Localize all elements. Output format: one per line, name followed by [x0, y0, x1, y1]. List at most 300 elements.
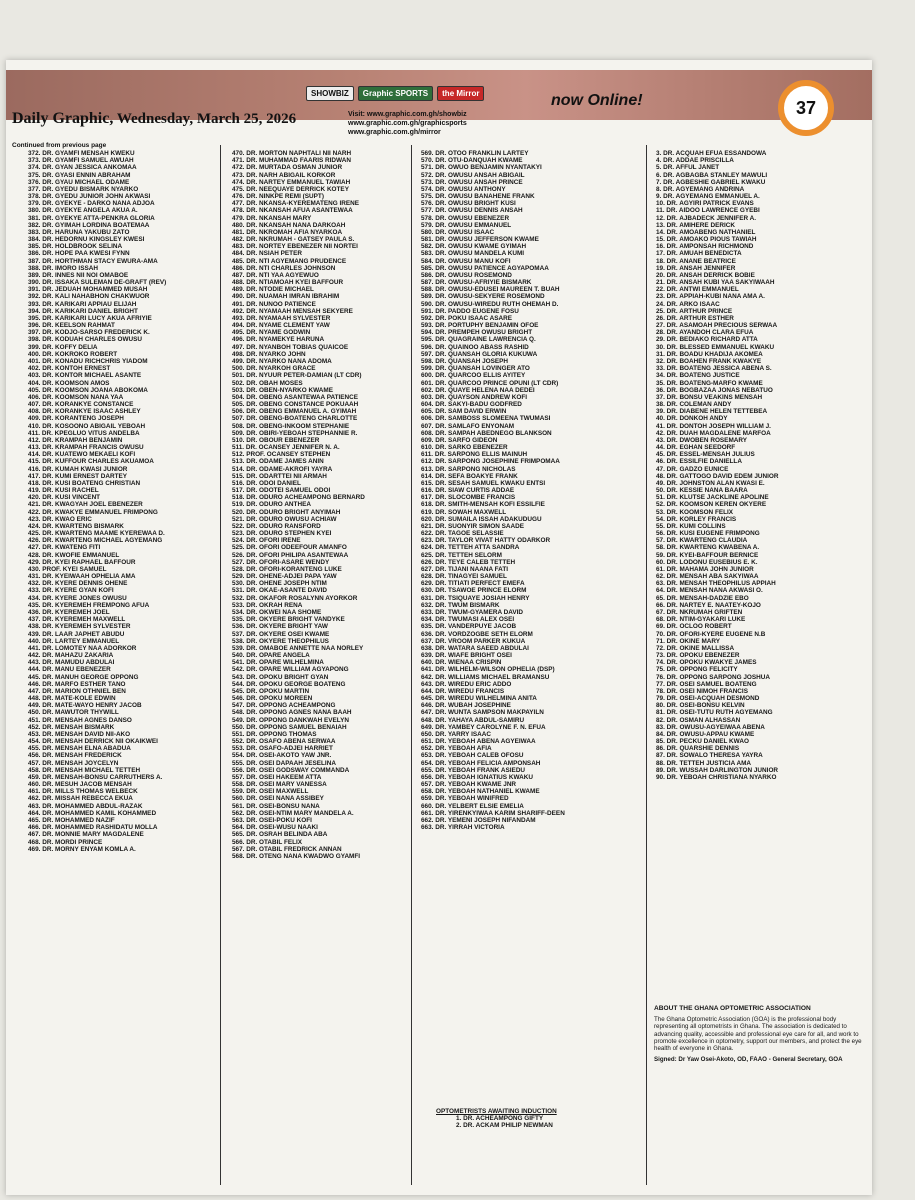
url-line[interactable]: Visit: www.graphic.com.gh/showbiz: [348, 111, 467, 118]
list-item: 641. DR. WILHELM-WILSON OPHELIA (DSP): [421, 666, 555, 674]
list-item: 473. DR. NARH ABIGAIL KORKOR: [232, 171, 336, 179]
list-item: 656. DR. YEBOAH IGNATIUS KWAKU: [421, 773, 533, 781]
list-item: 635. DR. VANDERPUYE JACOB: [421, 623, 517, 631]
sports-tab[interactable]: Graphic SPORTS: [358, 86, 433, 101]
list-item: 27. DR. ASAMOAH PRECIOUS SERWAA: [656, 322, 778, 330]
list-item: 395. DR. KARIKARI LUCY AKUA AFRIYIE: [28, 314, 152, 322]
list-item: 444. DR. MANU EBENEZER: [28, 666, 111, 674]
list-item: 384. DR. HEDORNU KINGSLEY KWESI: [28, 236, 145, 244]
about-section: [654, 1005, 866, 1067]
list-item: 559. DR. OSEI MAXWELL: [232, 788, 309, 796]
list-item: 597. DR. QUANSAH GLORIA KUKUWA: [421, 350, 538, 358]
list-item: 632. DR. TWUM BISMARK: [421, 601, 500, 609]
list-item: 467. DR. MONNIE MARY MAGDALENE: [28, 831, 144, 839]
list-item: 580. DR. OWUSU ISAAC: [421, 228, 495, 236]
list-item: 20. DR. ANSAH DERRICK BOBIE: [656, 271, 755, 279]
list-item: 14. DR. AMOABENG NATHANIEL: [656, 228, 756, 236]
list-item: 569. DR. OTOO FRANKLIN LARTEY: [421, 150, 529, 157]
list-item: 381. DR. GYEKYE ATTA-PENKRA GLORIA: [28, 214, 155, 222]
list-item: 374. DR. GYAN JESSICA ANKOMAA: [28, 164, 137, 172]
list-item: 640. DR. WIENAA CRISPIN: [421, 659, 502, 667]
list-item: 648. DR. YAHAYA ABDUL-SAMIRU: [421, 716, 525, 724]
list-item: 399. DR. KOFFY DELIA: [28, 343, 98, 351]
list-item: 376. DR. GYAU MICHAEL ODAME: [28, 178, 130, 186]
list-item: 614. DR. SEFA BOAKYE FRANK: [421, 472, 518, 480]
list-item: 570. DR. OTU-DANQUAH KWAME: [421, 157, 523, 165]
list-item: 16. DR. AMPONSAH RICHMOND: [656, 243, 754, 251]
list-item: 52. DR. KOOMSON KEREN OKYERE: [656, 501, 767, 509]
list-item: 8. DR. AGYEMANG ANDRINA: [656, 185, 745, 193]
list-item: 471. DR. MUHAMMAD FAARIS RIDWAN: [232, 157, 351, 165]
list-item: 59. DR. KYEI-BAFFOUR BERNICE: [656, 551, 759, 559]
list-item: 479. DR. NKANSAH MARY: [232, 214, 312, 222]
list-item: 602. DR. QUAYE HELENA NAA DEDEI: [421, 386, 535, 394]
list-item: 81. DR. OSEI-TUTU RUTH AGYEMANG: [656, 709, 773, 717]
list-item: 465. DR. MOHAMMED NAZIF: [28, 816, 115, 824]
list-item: 483. DR. NORTEY EBENEZER NII NORTEI: [232, 243, 358, 251]
list-item: 435. DR. KYEREMEH FREMPONG AFUA: [28, 601, 150, 609]
list-item: 511. DR. OCANSEY JENNIFER N. A.: [232, 444, 340, 452]
mirror-tab[interactable]: the Mirror: [437, 86, 484, 101]
list-item: 609. DR. SARFO GIDEON: [421, 436, 498, 444]
list-item: 578. DR. OWUSU EBENEZER: [421, 214, 510, 222]
list-item: 568. DR. OTENG NANA KWADWO GYAMFI: [232, 852, 361, 860]
list-item: 420. DR. KUSI VINCENT: [28, 494, 101, 502]
list-item: 423. DR. KWAO ERIC: [28, 515, 92, 523]
list-item: 583. DR. OWUSU MANDELA KUMI: [421, 250, 525, 258]
list-item: 566. DR. OTABIL FELIX: [232, 838, 303, 846]
list-item: 494. DR. NYAME CLEMENT YAW: [232, 322, 330, 330]
list-item: 523. DR. ODURO STEPHEN KYEI: [232, 530, 332, 538]
list-item: 643. DR. WIREDU ERIC ADDO: [421, 680, 512, 688]
list-item: 51. DR. KLUTSE JACKLINE APOLINE: [656, 494, 769, 502]
list-item: 410. DR. KOSOONO ABIGAIL YEBOAH: [28, 422, 146, 430]
list-item: 472. DR. MURTADA OSMAN JUNIOR: [232, 164, 343, 172]
list-item: 74. DR. OPOKU KWAKYE JAMES: [656, 659, 757, 667]
list-item: 70. DR. OFORI-KYERE EUGENE N.B: [656, 630, 766, 638]
list-item: 83. DR. OWUSU-AGYEIWAA ABENA: [656, 723, 765, 731]
list-item: 388. DR. IMORO ISSAH: [28, 264, 98, 272]
list-item: 391. DR. JEDUAH MOHAMMED MUSAH: [28, 286, 148, 294]
list-item: 644. DR. WIREDU FRANCIS: [421, 687, 505, 695]
list-item: 58. DR. KWARTENG KWABENA A.: [656, 544, 760, 552]
list-item: 437. DR. KYEREMEH MAXWELL: [28, 616, 126, 624]
list-item: 598. DR. QUANSAH JOSEPH: [421, 357, 509, 365]
list-item: 529. DR. OHENE-ADJEI PAPA YAW: [232, 573, 337, 581]
list-item: 372. DR. GYAMFI MENSAH KWEKU: [28, 150, 135, 157]
list-item: 432. DR. KYERE DENNIS OHENE: [28, 580, 128, 588]
list-item: 401. DR. KONADU RICHCHRIS YIADOM: [28, 357, 148, 365]
list-item: 405. DR. KOOMSON JOANA ABOKOMA: [28, 386, 148, 394]
list-item: 445. DR. MANUH GEORGE OPPONG: [28, 673, 139, 681]
list-item: 625. DR. TETTEH SELORM: [421, 551, 502, 559]
list-item: 538. DR. OKYERE THEOPHILUS: [232, 637, 329, 645]
awaiting-item: 2. DR. ACKAM PHILIP NEWMAN: [456, 1122, 553, 1130]
list-item: 377. DR. GYEDU BISMARK NYARKO: [28, 185, 139, 193]
list-item: 647. DR. WUNTA SAMPSON MAKPAYILN: [421, 709, 544, 717]
list-item: 520. DR. ODURO BRIGHT ANYIMAH: [232, 508, 341, 516]
list-item: 522. DR. ODURO RANSFORD: [232, 522, 321, 530]
list-item: 392. DR. KALI NAHABHON CHAKWUOR: [28, 293, 150, 301]
list-item: 38. DR. COLEMAN ANDY: [656, 401, 732, 409]
url-line[interactable]: www.graphic.com.gh/mirror: [348, 129, 441, 136]
list-item: 389. DR. INNES NII NOI OMABOE: [28, 271, 129, 279]
showbiz-tab[interactable]: SHOWBIZ: [306, 86, 354, 101]
list-item: 23. DR. APPIAH-KUBI NANA AMA A.: [656, 293, 765, 301]
list-item: 469. DR. MORNY ENYAM KOMLA A.: [28, 845, 136, 853]
list-item: 415. DR. KUFFOUR CHARLES AKUAMOA: [28, 458, 154, 466]
list-item: 600. DR. QUARCOO ELLIS AYITEY: [421, 372, 526, 380]
list-item: 534. DR. OKWEI NAA SHOME: [232, 609, 322, 616]
list-item: 510. DR. OBOUR EBENEZER: [232, 436, 320, 444]
list-item: 409. DR. KORANTENG JOSEPH: [28, 415, 124, 423]
list-item: 89. DR. WUSSAH DARLINGTON JUNIOR: [656, 766, 779, 774]
list-item: 547. DR. OPPONG ACHEAMPONG: [232, 702, 336, 710]
list-item: 490. DR. NUAMAH IMRAN IBRAHIM: [232, 293, 340, 301]
list-item: 650. DR. YARRY ISAAC: [421, 730, 491, 738]
list-item: 478. DR. NKANSAH AFUA ASANTEWAA: [232, 207, 353, 215]
list-item: 626. DR. TEYE CALEB TETTEH: [421, 558, 516, 566]
list-item: 589. DR. OWUSU-SEKYERE ROSEMOND: [421, 293, 545, 301]
list-item: 386. DR. HOPE PAA KWESI FYNN: [28, 250, 130, 258]
list-item: 576. DR. OWUSU BRIGHT KUSI: [421, 200, 516, 208]
list-item: 390. DR. ISSAKA SULEMAN DE-GRAFT (REV): [28, 279, 167, 287]
list-item: 80. DR. OSEI-BONSU KELVIN: [656, 702, 745, 710]
list-item: 53. DR. KOOMSON FELIX: [656, 508, 734, 516]
list-item: 595. DR. QUAGRAINE LAWRENCIA Q.: [421, 336, 536, 344]
list-item: 411. DR. KPEGLUO VITUS ANDELBA: [28, 429, 140, 437]
list-item: 480. DR. NKANSAH NANA DARKOAH: [232, 221, 346, 229]
now-online: now Online!: [551, 92, 643, 109]
list-item: 29. DR. BEDIAKO RICHARD ATTA: [656, 336, 758, 344]
list-item: 67. DR. NKRUMAH GRIFTEN: [656, 609, 743, 616]
list-item: 64. DR. MENSAH NANA AKWASI O.: [656, 587, 763, 595]
list-item: 396. DR. KEELSON RAHMAT: [28, 322, 115, 330]
list-item: 515. DR. ODARTTEI NII ARMAH: [232, 472, 327, 480]
list-item: 540. DR. OPARE ANGELA: [232, 652, 310, 660]
list-item: 542. DR. OPARE WILLIAM AGYAPONG: [232, 666, 349, 674]
list-item: 546. DR. OPOKU MOREEN: [232, 695, 313, 703]
list-item: 433. DR. KYERE GYAN KOFI: [28, 587, 114, 595]
list-item: 402. DR. KONTOH ERNEST: [28, 365, 111, 373]
list-item: 582. DR. OWUSU KWAME GYIMAH: [421, 243, 527, 251]
list-item: 489. DR. NTODIE MICHAEL: [232, 286, 314, 294]
list-item: 88. DR. TETTEH JUSTICIA AMA: [656, 759, 752, 767]
list-item: 417. DR. KUMI ERNEST DARTEY: [28, 472, 128, 480]
list-item: 548. DR. OPPONG AGNES NANA BAAH: [232, 709, 352, 717]
list-item: 591. DR. PADDO EUGENE FOSU: [421, 307, 519, 315]
list-item: 633. DR. TWUM-GYAMERA DAVID: [421, 609, 524, 616]
list-item: 564. DR. OSEI-WUSU NAAKI: [232, 824, 318, 832]
list-item: 587. DR. OWUSU-AFRIYIE BISMARK: [421, 279, 532, 287]
list-item: 585. DR. OWUSU PATIENCE AGYAPOMAA: [421, 264, 549, 272]
list-item: 373. DR. GYAMFI SAMUEL AWUAH: [28, 157, 134, 165]
list-item: 406. DR. KOOMSON NANA YAA: [28, 393, 124, 401]
list-item: 512. PROF. OCANSEY STEPHEN: [232, 451, 331, 459]
list-item: 416. DR. KUMAH KWASI JUNIOR: [28, 465, 128, 473]
list-item: 466. DR. MOHAMMED RASHIDATU MOLLA: [28, 824, 158, 832]
list-item: 532. DR. OKAFOR ROSALYNN AYORKOR: [232, 594, 358, 602]
list-item: 7. DR. AGBESHIE GABRIEL KWAKU: [656, 178, 766, 186]
list-item: 584. DR. OWUSU MANU KOFI: [421, 257, 511, 265]
list-item: 453. DR. MENSAH DAVID NII-AKO: [28, 730, 131, 738]
list-item: 500. DR. NYARKOH GRACE: [232, 365, 316, 373]
list-item: 514. DR. ODAME-AKROFI YAYRA: [232, 465, 333, 473]
list-item: 588. DR. OWUSU-EDUSEI MAUREEN T. BUAH: [421, 286, 560, 294]
list-item: 77. DR. OSEI SAMUEL BOATENG: [656, 680, 757, 688]
list-item: 518. DR. ODURO ACHEAMPONG BERNARD: [232, 494, 365, 502]
list-item: 646. DR. WUBAH JOSEPHINE: [421, 702, 511, 710]
list-item: 617. DR. SLOCOMBE FRANCIS: [421, 494, 516, 502]
awaiting-section: [436, 1105, 636, 1130]
list-item: 447. DR. MARION OTHNIEL BEN: [28, 687, 126, 695]
name-column-4: [656, 150, 868, 781]
list-item: 450. DR. MAWUTOR THYWILL: [28, 709, 119, 717]
list-item: 430. PROF. KYEI SAMUEL: [28, 565, 107, 573]
list-item: 521. DR. ODURO OWUSU ACHIAW: [232, 515, 337, 523]
list-item: 637. DR. VROOM PARKER KUKUA: [421, 637, 526, 645]
name-column-1: [28, 150, 206, 853]
list-item: 43. DR. DWOBEN ROSEMARY: [656, 436, 748, 444]
list-item: 79. DR. OSEI-ACQUAH DESMOND: [656, 695, 760, 703]
list-item: 657. DR. YEBOAH KWAME JNR: [421, 781, 517, 789]
list-item: 651. DR. YEBOAH ABENA AGYEIWAA: [421, 738, 536, 746]
list-item: 533. DR. OKRAH RENA: [232, 601, 303, 609]
list-item: 508. DR. OBENG-INKOOM STEPHANIE: [232, 422, 350, 430]
section-tabs: [306, 86, 484, 101]
list-item: 12. DR. AJBADECK JENNIFER A.: [656, 214, 757, 222]
list-item: 418. DR. KUSI BOATENG CHRISTIAN: [28, 479, 141, 487]
list-item: 412. DR. KRAMPAH BENJAMIN: [28, 436, 123, 444]
list-item: 75. DR. OPPONG FELICITY: [656, 666, 738, 674]
list-item: 459. DR. MENSAH-BONSU CARRUTHERS A.: [28, 773, 163, 781]
list-item: 661. DR. YIRENKYIWAA KARIM SHARIFF-DEEN: [421, 809, 565, 817]
list-item: 434. DR. KYERE JONES OWUSU: [28, 594, 127, 602]
list-item: 623. DR. TAYLOR VIVAT HATTY ODARKOR: [421, 537, 551, 545]
list-item: 463. DR. MOHAMMED ABDUL-RAZAK: [28, 802, 143, 810]
list-item: 33. DR. BOATENG JESSICA ABENA S.: [656, 365, 772, 373]
list-item: 628. DR. TINAGYEI SAMUEL: [421, 573, 507, 581]
list-item: 398. DR. KODUAH CHARLES OWUSU: [28, 336, 142, 344]
awaiting-item: 1. DR. ACHEAMPONG GIFTY: [456, 1115, 544, 1123]
list-item: 456. DR. MENSAH FREDERICK: [28, 752, 122, 760]
list-item: 41. DR. DONTOH JOSEPH WILLIAM J.: [656, 422, 771, 430]
list-item: 73. DR. OPOKU EBENEZER: [656, 652, 740, 660]
list-item: 448. DR. MATE-KOLE EDWIN: [28, 695, 116, 703]
list-item: 639. DR. WIAFE BRIGHT OSEI: [421, 652, 512, 660]
list-item: 82. DR. OSMAN ALHASSAN: [656, 716, 741, 724]
list-item: 603. DR. QUAYSON ANDREW KOFI: [421, 393, 528, 401]
column-divider: [646, 145, 647, 1185]
list-item: 462. DR. MISSAH REBECCA EKUA: [28, 795, 133, 803]
list-item: 527. DR. OFORI-ASARE WENDY: [232, 558, 330, 566]
list-item: 40. DR. DONKOH ANDY: [656, 415, 728, 423]
issue-date: Wednesday, March 25, 2026: [116, 111, 297, 127]
list-item: 519. DR. ODURO ANTHEA: [232, 501, 311, 509]
list-item: 393. DR. KARIKARI APPIAU ELIJAH: [28, 300, 137, 308]
list-item: 601. DR. QUARCOO PRINCE OPUNI (LT CDR): [421, 379, 559, 387]
list-item: 619. DR. SOWAH MAXWELL: [421, 508, 507, 516]
list-item: 87. DR. SOWALO THERESA YAYRA: [656, 752, 763, 760]
list-item: 6. DR. AGBAGBA STANLEY MAWULI: [656, 171, 768, 179]
list-item: 34. DR. BOATENG JUSTICE: [656, 372, 740, 380]
list-item: 631. DR. TSIQUAYE JOSIAH HENRY: [421, 594, 530, 602]
list-item: 35. DR. BOATENG-MARFO KWAME: [656, 379, 763, 387]
list-item: 30. DR. BLESSED EMMANUEL KWAKU: [656, 343, 775, 351]
list-item: 37. DR. BONSU VEAKINS MENSAH: [656, 393, 763, 401]
list-item: 504. DR. OBENG ASANTEWAA PATIENCE: [232, 393, 359, 401]
list-item: 574. DR. OWUSU ANTHONY: [421, 185, 506, 193]
list-item: 431. DR. KYEIWAAH OPHELIA AMA: [28, 573, 136, 581]
list-item: 655. DR. YEBOAH FRANK ASIEDU: [421, 766, 526, 774]
list-item: 45. DR. ESSEL-MENSAH JULIUS: [656, 451, 755, 459]
list-item: 577. DR. OWUSU DENNIS ANSAH: [421, 207, 523, 215]
list-item: 468. DR. MORDI PRINCE: [28, 838, 103, 846]
list-item: 15. DR. AMOAKO PIOUS TAWIAH: [656, 236, 757, 244]
list-item: 65. DR. MENSAH-DADZIE EBO: [656, 594, 749, 602]
list-item: 403. DR. KONTOR MICHAEL ASANTE: [28, 372, 142, 380]
list-item: 618. DR. SMITH-MENSAH KOFI ESSILFIE: [421, 501, 545, 509]
list-item: 28. DR. AYANDOH CLARA EFUA: [656, 329, 754, 337]
list-item: 24. DR. ARKO ISAAC: [656, 300, 720, 308]
list-item: 561. DR. OSEI-BONSU NANA: [232, 802, 320, 810]
list-item: 3. DR. ACQUAH EFUA ESSANDOWA: [656, 150, 767, 157]
list-item: 408. DR. KORANKYE ISAAC ASHLEY: [28, 408, 141, 416]
list-item: 567. DR. OTABIL FREDRICK ANNAN: [232, 845, 342, 853]
list-item: 46. DR. ESSILFIE DANIELLA: [656, 458, 742, 466]
list-item: 497. DR. NYANBOH TOBIAS QUAICOE: [232, 343, 349, 351]
column-divider: [220, 145, 221, 1185]
list-item: 90. DR. YEBOAH CHRISTIANA NYARKO: [656, 773, 777, 781]
list-item: 451. DR. MENSAH AGNES DANSO: [28, 716, 132, 724]
list-item: 652. DR. YEBOAH AFIA: [421, 745, 492, 753]
name-column-3: [421, 150, 636, 831]
list-item: 474. DR. NARTEY EMMANUEL TAWIAH: [232, 178, 351, 186]
list-item: 556. DR. OSEI GODSWAY COMMANDA: [232, 766, 350, 774]
list-item: 539. DR. OMABOE ANNETTE NAA NORLEY: [232, 644, 364, 652]
list-item: 573. DR. OWUSU ANSAH PRINCE: [421, 178, 523, 186]
list-item: 553. DR. OSAFO-ADJEI HARRIET: [232, 745, 333, 753]
list-item: 10. DR. AGYIRI PATRICK EVANS: [656, 200, 754, 208]
list-item: 50. DR. KESSIE NANA BAARA: [656, 487, 748, 495]
list-item: 596. DR. QUAINOO ABASS RASHID: [421, 343, 529, 351]
url-line[interactable]: www.graphic.com.gh/graphicsports: [348, 120, 467, 127]
list-item: 630. DR. TSAWOE PRINCE ELORM: [421, 587, 527, 595]
list-item: 535. DR. OKYERE BRIGHT VANDYKE: [232, 616, 345, 624]
list-item: 562. DR. OSEI-NTIM MARY MANDELA A.: [232, 809, 354, 817]
list-item: 525. DR. OFORI ODEEFOUR AMANFO: [232, 544, 347, 552]
page-number: 37: [778, 80, 834, 136]
list-item: 593. DR. PORTUPHY BENJAMIN OFOE: [421, 322, 539, 330]
list-item: 61. DR. MAHAMA JOHN JUNIOR: [656, 565, 754, 573]
list-item: 66. DR. NARTEY E. NAATEY-KOJO: [656, 601, 761, 609]
list-item: 69. DR. OCLOO ROBERT: [656, 623, 732, 631]
list-item: 493. DR. NYAMAAH SYLVESTER: [232, 314, 331, 322]
awaiting-heading: OPTOMETRISTS AWAITING INDUCTION: [436, 1108, 557, 1115]
list-item: 592. DR. POKU ISAAC ASARE: [421, 314, 513, 322]
list-item: 488. DR. NTIAMOAH KYEI BAFFOUR: [232, 279, 344, 287]
list-item: 555. DR. OSEI DAPAAH JESELINA: [232, 759, 336, 767]
list-item: 557. DR. OSEI HAKEEM ATTA: [232, 773, 322, 781]
list-item: 429. DR. KYEI RAPHAEL BAFFOUR: [28, 558, 136, 566]
list-item: 475. DR. NEEQUAYE DERRICK KOTEY: [232, 185, 349, 193]
list-item: 605. DR. SAM DAVID ERWIN: [421, 408, 507, 416]
list-item: 449. DR. MATE-WAYO HENRY JACOB: [28, 702, 142, 710]
list-item: 653. DR. YEBOAH CALEB OFOSU: [421, 752, 524, 760]
list-item: 541. DR. OPARE WILHELMINA: [232, 659, 324, 667]
list-item: 9. DR. AGYEMANG EMMANUEL A.: [656, 193, 760, 201]
list-item: 481. DR. NKROMAH AFIA NYARKOA: [232, 228, 343, 236]
list-item: 659. DR. YEBOAH WINIFRED: [421, 795, 509, 803]
list-item: 554. DR. OSEI-AKOTO YAW JNR.: [232, 752, 332, 760]
list-item: 436. DR. KYEREMEH JOEL: [28, 609, 110, 616]
list-item: 528. DR. OFORI-KORANTENG LUKE: [232, 565, 342, 573]
list-item: 551. DR. OPPONG THOMAS: [232, 730, 317, 738]
list-item: 13. DR. AMIHERE DERICK: [656, 221, 735, 229]
list-item: 530. DR. OHENE JOSEPH NTIM: [232, 580, 327, 588]
list-item: 404. DR. KOOMSON AMOS: [28, 379, 110, 387]
list-item: 394. DR. KARIKARI DANIEL BRIGHT: [28, 307, 138, 315]
signature: Signed: Dr Yaw Osei-Akoto, OD, FAAO - General Secretary, GOA: [654, 1056, 843, 1064]
page-banner: [6, 70, 872, 136]
list-item: 492. DR. NYAMAAH MENSAH SEKYERE: [232, 307, 353, 315]
list-item: 455. DR. MENSAH ELNA ABADUA: [28, 745, 131, 753]
list-item: 495. DR. NYAME GODWIN: [232, 329, 311, 337]
list-item: 36. DR. BOGBAZAA JONAS NEBATUO: [656, 386, 773, 394]
list-item: 549. DR. OPPONG DANKWAH EVELYN: [232, 716, 349, 724]
list-item: 604. DR. SAKYI-BADU GODFRED: [421, 401, 522, 409]
list-item: 380. DR. GYEKYE ANGELA AKUA A.: [28, 207, 138, 215]
list-item: 499. DR. NYARKO NANA ADOMA: [232, 357, 332, 365]
list-item: 407. DR. KORANKYE CONSTANCE: [28, 401, 134, 409]
list-item: 76. DR. OPPONG SARPONG JOSHUA: [656, 673, 770, 681]
list-item: 629. DR. TITIATI PERFECT EMEFA: [421, 580, 525, 588]
list-item: 627. DR. TIJANI NAANA FATI: [421, 565, 508, 573]
list-item: 438. DR. KYEREMEH SYLVESTER: [28, 623, 131, 631]
list-item: 503. DR. OBEN-NYARKO KWAME: [232, 386, 333, 394]
list-item: 590. DR. OWUSU-WIREDU RUTH OHEMAH D.: [421, 300, 559, 308]
list-item: 622. DR. TAGOE SELASSIE: [421, 530, 504, 538]
list-item: 524. DR. OFORI IRENE: [232, 537, 301, 545]
list-item: 375. DR. GYASI ENNIN ABRAHAM: [28, 171, 131, 179]
masthead: [12, 110, 296, 128]
list-item: 42. DR. DUAH MAGDALENE MARFOA: [656, 429, 771, 437]
list-item: 586. DR. OWUSU ROSEMOND: [421, 271, 512, 279]
newspaper-page: [6, 60, 872, 1195]
list-item: 470. DR. MORTON NAPHTALI NII NARH: [232, 150, 352, 157]
list-item: 378. DR. GYEDU JUNIOR JOHN AKWASI: [28, 193, 151, 201]
list-item: 491. DR. NUNOO PATIENCE: [232, 300, 316, 308]
list-item: 611. DR. SARPONG ELLIS MAINUH: [421, 451, 528, 459]
list-item: 78. DR. OSEI NIMOH FRANCIS: [656, 687, 748, 695]
list-item: 39. DR. DIABENE HELEN TETTEBEA: [656, 408, 768, 416]
list-item: 581. DR. OWUSU JEFFERSON KWAME: [421, 236, 539, 244]
about-body: The Ghana Optometric Association (GOA) is the professional body representing all optometrists in Ghana. The association is dedicated to advancing quality, accessible and professional eye care for all, and work to promote excellence in optometry, support our members, and protect the eye health of everyone in Ghana.: [654, 1016, 862, 1053]
list-item: 72. DR. OKINE MALLISSA: [656, 644, 735, 652]
list-item: 477. DR. NKANSA-KYEREMATENG IRENE: [232, 200, 360, 208]
list-item: 612. DR. SARPONG JOSEPHINE FRIMPOMAA: [421, 458, 560, 466]
list-item: 441. DR. LOMOTEY NAA ADORKOR: [28, 644, 137, 652]
list-item: 645. DR. WIREDU WILHELMINA ANITA: [421, 695, 537, 703]
list-item: 383. DR. HARUNA YAKUBU ZATO: [28, 228, 130, 236]
list-item: 413. DR. KRAMPAH FRANCIS OWUSU: [28, 444, 144, 452]
list-item: 501. DR. NYUUR PETER-DAMIAN (LT CDR): [232, 372, 362, 380]
list-item: 18. DR. ANANE BEATRICE: [656, 257, 736, 265]
list-item: 442. DR. MAHAZU ZAKARIA: [28, 652, 114, 660]
list-item: 446. DR. MARFO ESTHER TANO: [28, 680, 126, 688]
list-item: 486. DR. NTI CHARLES JOHNSON: [232, 264, 336, 272]
list-item: 594. DR. PREMPEH OWUSU BRIGHT: [421, 329, 533, 337]
